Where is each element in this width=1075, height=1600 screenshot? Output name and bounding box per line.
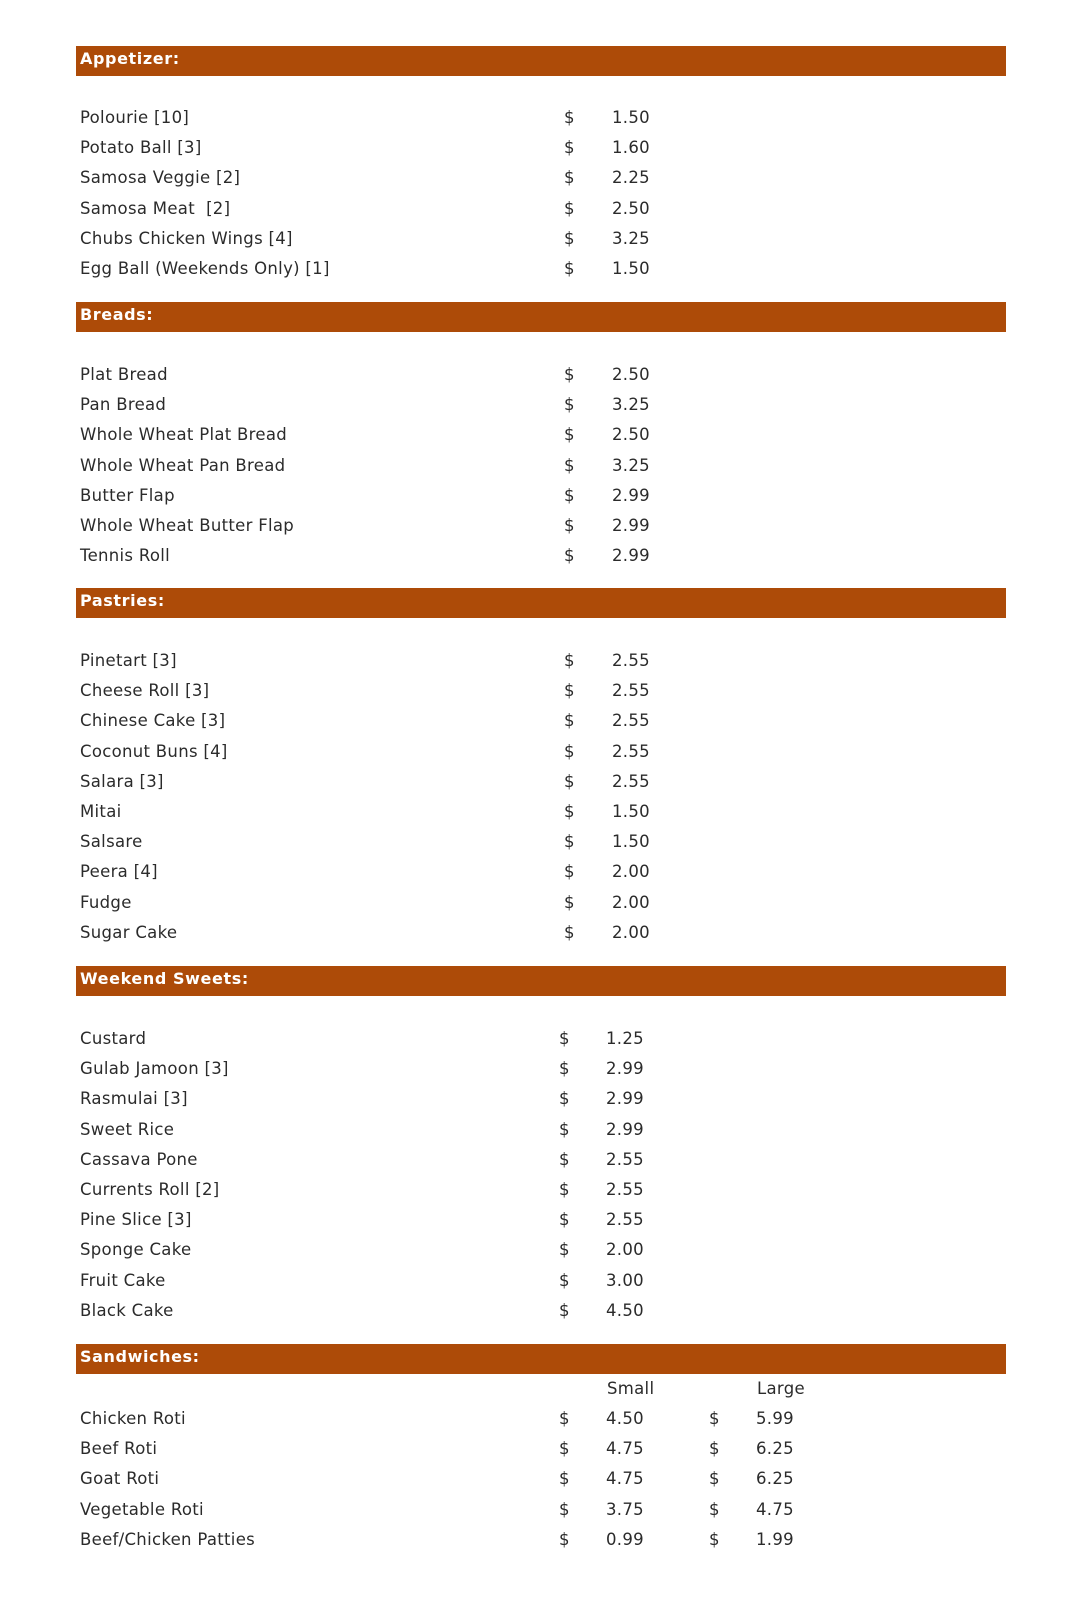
menu-item	[76, 1434, 1006, 1464]
menu-item	[76, 1054, 1006, 1084]
currency-symbol: $	[559, 1119, 570, 1139]
currency-symbol-small: $	[559, 1409, 570, 1428]
menu-item	[76, 420, 1006, 450]
menu-item	[76, 646, 1006, 676]
menu-item	[76, 1235, 1006, 1265]
currency-symbol: $	[564, 711, 575, 731]
item-name: Whole Wheat Pan Bread	[80, 455, 286, 475]
currency-symbol: $	[564, 485, 575, 505]
menu-item	[76, 737, 1006, 767]
item-price: 2.50	[612, 365, 650, 384]
item-price: 2.55	[606, 1149, 644, 1169]
section-header-weekend-sweets: Weekend Sweets:	[76, 966, 1006, 996]
currency-symbol: $	[564, 258, 575, 278]
item-price: 2.55	[606, 1210, 644, 1230]
item-name: Pan Bread	[80, 395, 167, 415]
currency-symbol: $	[564, 168, 575, 188]
item-name: Salsare	[80, 832, 143, 852]
item-price: 2.00	[612, 892, 650, 912]
item-price-large: 1.99	[756, 1529, 794, 1549]
currency-symbol: $	[564, 681, 575, 701]
menu-item	[76, 1464, 1006, 1494]
currency-symbol-large: $	[709, 1409, 720, 1428]
item-price: 2.99	[612, 485, 650, 505]
currency-symbol-small: $	[559, 1529, 570, 1549]
currency-symbol: $	[559, 1240, 570, 1260]
section-appetizer	[76, 46, 1006, 278]
item-name: Coconut Buns [4]	[80, 741, 228, 761]
currency-symbol: $	[559, 1210, 570, 1230]
menu-item	[76, 676, 1006, 706]
item-price: 2.25	[612, 168, 650, 188]
item-price: 3.25	[612, 228, 650, 248]
menu-item	[76, 767, 1006, 797]
item-price: 1.50	[612, 801, 650, 821]
item-name: Pinetart [3]	[80, 651, 177, 670]
currency-symbol: $	[559, 1300, 570, 1320]
menu-item	[76, 451, 1006, 481]
section-pastries	[76, 588, 1006, 942]
item-price-large: 6.25	[756, 1439, 794, 1459]
item-price-large: 6.25	[756, 1469, 794, 1489]
item-name: Polourie [10]	[80, 108, 190, 127]
item-name: Tennis Roll	[80, 546, 171, 566]
item-price: 2.55	[612, 711, 650, 731]
menu-item	[76, 254, 1006, 284]
section-header-breads: Breads:	[76, 302, 1006, 332]
currency-symbol: $	[564, 138, 575, 158]
item-name: Whole Wheat Plat Bread	[80, 425, 288, 445]
item-price-small: 4.75	[606, 1469, 644, 1489]
item-name: Goat Roti	[80, 1469, 160, 1489]
size-label-large: Large	[757, 1379, 805, 1398]
menu-item	[76, 706, 1006, 736]
currency-symbol: $	[564, 801, 575, 821]
item-price: 2.99	[612, 515, 650, 535]
item-name: Vegetable Roti	[80, 1499, 204, 1519]
menu-item	[76, 360, 1006, 390]
item-price: 1.60	[612, 138, 650, 158]
item-price: 2.00	[612, 862, 650, 882]
menu-item	[76, 857, 1006, 887]
currency-symbol: $	[564, 651, 575, 670]
menu-item	[76, 1296, 1006, 1326]
item-price: 2.50	[612, 198, 650, 218]
item-name: Beef Roti	[80, 1439, 158, 1459]
menu-item	[76, 1205, 1006, 1235]
item-name: Potato Ball [3]	[80, 138, 202, 158]
item-name: Egg Ball (Weekends Only) [1]	[80, 258, 330, 278]
currency-symbol-large: $	[709, 1499, 720, 1519]
item-price-large: 4.75	[756, 1499, 794, 1519]
item-price: 2.99	[606, 1119, 644, 1139]
currency-symbol: $	[559, 1059, 570, 1079]
section-header-sandwiches: Sandwiches:	[76, 1344, 1006, 1374]
item-name: Cheese Roll [3]	[80, 681, 210, 701]
item-name: Chinese Cake [3]	[80, 711, 226, 731]
item-name: Pine Slice [3]	[80, 1210, 192, 1230]
item-name: Samosa Veggie [2]	[80, 168, 241, 188]
currency-symbol: $	[564, 395, 575, 415]
item-price: 2.99	[606, 1059, 644, 1079]
item-price: 2.00	[606, 1240, 644, 1260]
item-price: 3.25	[612, 455, 650, 475]
item-price: 4.50	[606, 1300, 644, 1320]
menu-item	[76, 827, 1006, 857]
currency-symbol: $	[564, 741, 575, 761]
menu-item	[76, 1404, 1006, 1434]
menu-item	[76, 194, 1006, 224]
item-price: 3.00	[606, 1270, 644, 1290]
item-price: 2.00	[612, 922, 650, 942]
item-name: Sponge Cake	[80, 1240, 192, 1260]
currency-symbol: $	[564, 198, 575, 218]
section-header-pastries: Pastries:	[76, 588, 1006, 618]
size-column-headers	[76, 1374, 1006, 1404]
item-price: 1.50	[612, 832, 650, 852]
item-price-small: 4.50	[606, 1409, 644, 1428]
size-label-small: Small	[607, 1379, 655, 1398]
section-breads	[76, 302, 1006, 566]
menu-item	[76, 390, 1006, 420]
item-price: 3.25	[612, 395, 650, 415]
item-name: Custard	[80, 1029, 147, 1048]
item-price: 2.55	[606, 1179, 644, 1199]
currency-symbol-large: $	[709, 1529, 720, 1549]
item-price-large: 5.99	[756, 1409, 794, 1428]
menu-item	[76, 133, 1006, 163]
menu-item	[76, 1175, 1006, 1205]
item-price: 2.99	[612, 546, 650, 566]
item-price: 2.55	[612, 771, 650, 791]
currency-symbol: $	[564, 862, 575, 882]
item-price: 1.25	[606, 1029, 644, 1048]
item-price: 2.55	[612, 741, 650, 761]
menu-item	[76, 1145, 1006, 1175]
menu-item	[76, 163, 1006, 193]
menu-item	[76, 1024, 1006, 1054]
menu-item	[76, 918, 1006, 948]
item-name: Cassava Pone	[80, 1149, 198, 1169]
item-price: 2.99	[606, 1089, 644, 1109]
menu-item	[76, 888, 1006, 918]
item-price: 1.50	[612, 108, 650, 127]
currency-symbol: $	[564, 425, 575, 445]
menu-item	[76, 481, 1006, 511]
item-price: 2.50	[612, 425, 650, 445]
item-name: Peera [4]	[80, 862, 158, 882]
currency-symbol: $	[564, 515, 575, 535]
currency-symbol: $	[564, 922, 575, 942]
item-name: Fruit Cake	[80, 1270, 166, 1290]
currency-symbol: $	[559, 1149, 570, 1169]
menu-item	[76, 1495, 1006, 1525]
item-price-small: 0.99	[606, 1529, 644, 1549]
item-name: Fudge	[80, 892, 132, 912]
item-price: 1.50	[612, 258, 650, 278]
menu-item	[76, 1266, 1006, 1296]
item-price-small: 3.75	[606, 1499, 644, 1519]
menu-item	[76, 1115, 1006, 1145]
menu-item	[76, 541, 1006, 571]
item-name: Butter Flap	[80, 485, 175, 505]
currency-symbol: $	[564, 108, 575, 127]
item-price-small: 4.75	[606, 1439, 644, 1459]
currency-symbol: $	[564, 832, 575, 852]
item-name: Plat Bread	[80, 365, 168, 384]
item-name: Gulab Jamoon [3]	[80, 1059, 229, 1079]
item-name: Sugar Cake	[80, 922, 178, 942]
currency-symbol: $	[564, 228, 575, 248]
item-price: 2.55	[612, 651, 650, 670]
currency-symbol-small: $	[559, 1499, 570, 1519]
item-name: Whole Wheat Butter Flap	[80, 515, 295, 535]
item-name: Salara [3]	[80, 771, 164, 791]
item-price: 2.55	[612, 681, 650, 701]
item-name: Mitai	[80, 801, 122, 821]
currency-symbol: $	[559, 1089, 570, 1109]
item-name: Currents Roll [2]	[80, 1179, 220, 1199]
item-name: Chubs Chicken Wings [4]	[80, 228, 293, 248]
item-name: Beef/Chicken Patties	[80, 1529, 256, 1549]
currency-symbol-large: $	[709, 1469, 720, 1489]
currency-symbol: $	[559, 1179, 570, 1199]
item-name: Black Cake	[80, 1300, 174, 1320]
currency-symbol-large: $	[709, 1439, 720, 1459]
currency-symbol-small: $	[559, 1439, 570, 1459]
menu-item	[76, 1525, 1006, 1555]
section-sandwiches	[76, 1344, 1006, 1555]
item-name: Samosa Meat [2]	[80, 198, 231, 218]
menu-item	[76, 797, 1006, 827]
item-name: Rasmulai [3]	[80, 1089, 188, 1109]
currency-symbol: $	[564, 771, 575, 791]
currency-symbol: $	[559, 1029, 570, 1048]
section-header-appetizer: Appetizer:	[76, 46, 1006, 76]
menu-item	[76, 1084, 1006, 1114]
menu-item	[76, 224, 1006, 254]
currency-symbol: $	[559, 1270, 570, 1290]
menu-item	[76, 103, 1006, 133]
section-weekend-sweets	[76, 966, 1006, 1320]
currency-symbol: $	[564, 546, 575, 566]
item-name: Sweet Rice	[80, 1119, 175, 1139]
currency-symbol: $	[564, 892, 575, 912]
currency-symbol: $	[564, 455, 575, 475]
item-name: Chicken Roti	[80, 1409, 186, 1428]
currency-symbol: $	[564, 365, 575, 384]
currency-symbol-small: $	[559, 1469, 570, 1489]
menu-item	[76, 511, 1006, 541]
